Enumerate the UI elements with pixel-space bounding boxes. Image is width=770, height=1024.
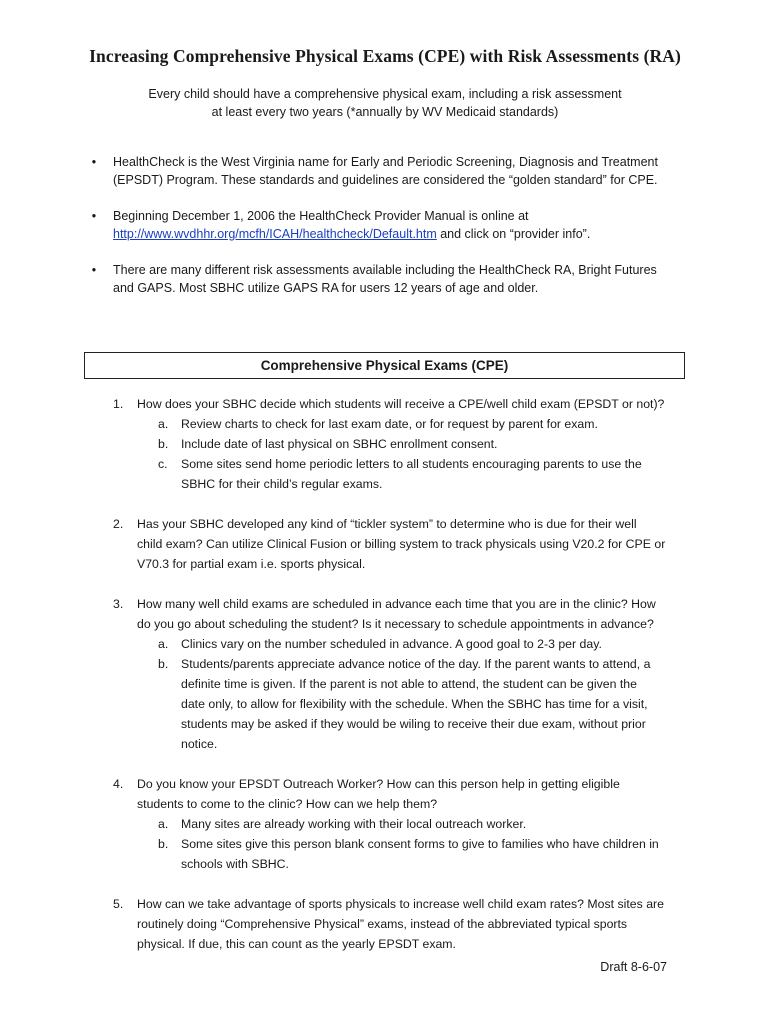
subtitle-line: at least every two years (*annually by WV Medicaid standards) bbox=[211, 105, 559, 119]
question-item bbox=[0, 594, 770, 754]
question-number: 5. bbox=[113, 897, 124, 911]
sub-answer-line: Many sites are already working with their local outreach worker. bbox=[181, 817, 527, 831]
question-list bbox=[0, 394, 770, 954]
question-line: How does your SBHC decide which students will receive a CPE/well child exam (EPSDT or not)? bbox=[137, 397, 665, 411]
sub-answer-line: Clinics vary on the number scheduled in advance. A good goal to 2-3 per day. bbox=[181, 637, 602, 651]
section-heading-box bbox=[84, 352, 685, 379]
question-item bbox=[0, 394, 770, 494]
bullet-line bbox=[113, 225, 688, 243]
document-title: Increasing Comprehensive Physical Exams (CPE) with Risk Assessments (RA) bbox=[89, 46, 681, 66]
document-subtitle bbox=[0, 85, 770, 121]
bullet-item bbox=[88, 261, 688, 297]
sub-answer-line: Include date of last physical on SBHC enrollment consent. bbox=[181, 437, 498, 451]
bullet-dot-icon: • bbox=[91, 209, 97, 223]
bullet-line: HealthCheck is the West Virginia name for Early and Periodic Screening, Diagnosis and Treatment bbox=[113, 155, 658, 169]
sub-answer-line: SBHC for their child’s regular exams. bbox=[181, 477, 383, 491]
bullet-item bbox=[88, 153, 688, 189]
bullet-item bbox=[88, 207, 688, 243]
section-heading: Comprehensive Physical Exams (CPE) bbox=[260, 358, 509, 373]
sub-answer-line: Review charts to check for last exam date, or for request by parent for exam. bbox=[181, 417, 598, 431]
sub-answer-line: Some sites send home periodic letters to all students encouraging parents to use the bbox=[181, 457, 642, 471]
healthcheck-manual-link[interactable]: http://www.wvdhhr.org/mcfh/ICAH/healthcheck/Default.htm bbox=[113, 227, 437, 241]
bullet-line: and GAPS. Most SBHC utilize GAPS RA for users 12 years of age and older. bbox=[113, 281, 539, 295]
sub-answer-item bbox=[0, 814, 770, 834]
sub-answer-item bbox=[0, 634, 770, 654]
sub-answer-line: students may be asked if they would be wiling to receive their due exam, without prior bbox=[181, 717, 646, 731]
sub-answer-line: date only, to allow for flexibility with the schedule. When the SBHC has time for a visit, bbox=[181, 697, 648, 711]
sub-answer-letter: a. bbox=[158, 817, 169, 831]
sub-answer-line: notice. bbox=[181, 737, 218, 751]
question-line: child exam? Can utilize Clinical Fusion or billing system to track physicals using V20.2 for CPE or bbox=[137, 537, 666, 551]
question-number: 1. bbox=[113, 397, 124, 411]
question-line: do you go about scheduling the student? Is it necessary to schedule appointments in advance? bbox=[137, 617, 654, 631]
question-line: physical. If due, this can count as the yearly EPSDT exam. bbox=[137, 937, 456, 951]
bullet-dot-icon: • bbox=[91, 263, 97, 277]
question-line: students to come to the clinic? How can we help them? bbox=[137, 797, 438, 811]
sub-answer-line: Some sites give this person blank consent forms to give to families who have children in bbox=[181, 837, 659, 851]
sub-answer-line: Students/parents appreciate advance notice of the day. If the parent wants to attend, a bbox=[181, 657, 651, 671]
bullet-line: There are many different risk assessments available including the HealthCheck RA, Bright Futures bbox=[113, 263, 657, 277]
sub-answer-line: schools with SBHC. bbox=[181, 857, 289, 871]
draft-date-footer: Draft 8-6-07 bbox=[600, 960, 667, 974]
sub-answer-letter: a. bbox=[158, 637, 169, 651]
question-line: V70.3 for partial exam i.e. sports physical. bbox=[137, 557, 366, 571]
sub-answer-letter: a. bbox=[158, 417, 169, 431]
sub-answer-item bbox=[0, 834, 770, 874]
bullet-dot-icon: • bbox=[91, 155, 97, 169]
question-line: Has your SBHC developed any kind of “tickler system” to determine who is due for their well bbox=[137, 517, 637, 531]
question-line: How many well child exams are scheduled in advance each time that you are in the clinic? How bbox=[137, 597, 656, 611]
subtitle-line: Every child should have a comprehensive physical exam, including a risk assessment bbox=[148, 87, 622, 101]
bullet-line: (EPSDT) Program. These standards and guidelines are considered the “golden standard” for CPE. bbox=[113, 173, 658, 187]
question-item bbox=[0, 514, 770, 574]
sub-answer-letter: b. bbox=[158, 657, 169, 671]
question-number: 2. bbox=[113, 517, 124, 531]
bullet-list bbox=[88, 153, 688, 297]
sub-answer-item bbox=[0, 414, 770, 434]
sub-answer-letter: c. bbox=[158, 457, 168, 471]
sub-answer-item bbox=[0, 654, 770, 754]
question-item bbox=[0, 894, 770, 954]
bullet-line-tail: and click on “provider info”. bbox=[436, 227, 591, 241]
sub-answer-letter: b. bbox=[158, 437, 169, 451]
sub-answer-letter: b. bbox=[158, 837, 169, 851]
sub-answer-item bbox=[0, 434, 770, 454]
bullet-line: Beginning December 1, 2006 the HealthCheck Provider Manual is online at bbox=[113, 209, 529, 223]
question-line: Do you know your EPSDT Outreach Worker? How can this person help in getting eligible bbox=[137, 777, 620, 791]
question-item bbox=[0, 774, 770, 874]
sub-answer-line: definite time is given. If the parent is not able to attend, the student can be given the bbox=[181, 677, 637, 691]
question-number: 4. bbox=[113, 777, 124, 791]
question-line: routinely doing “Comprehensive Physical” exams, instead of the abbreviated typical sports bbox=[137, 917, 628, 931]
sub-answer-item bbox=[0, 454, 770, 494]
question-number: 3. bbox=[113, 597, 124, 611]
question-line: How can we take advantage of sports physicals to increase well child exam rates? Most sites are bbox=[137, 897, 664, 911]
